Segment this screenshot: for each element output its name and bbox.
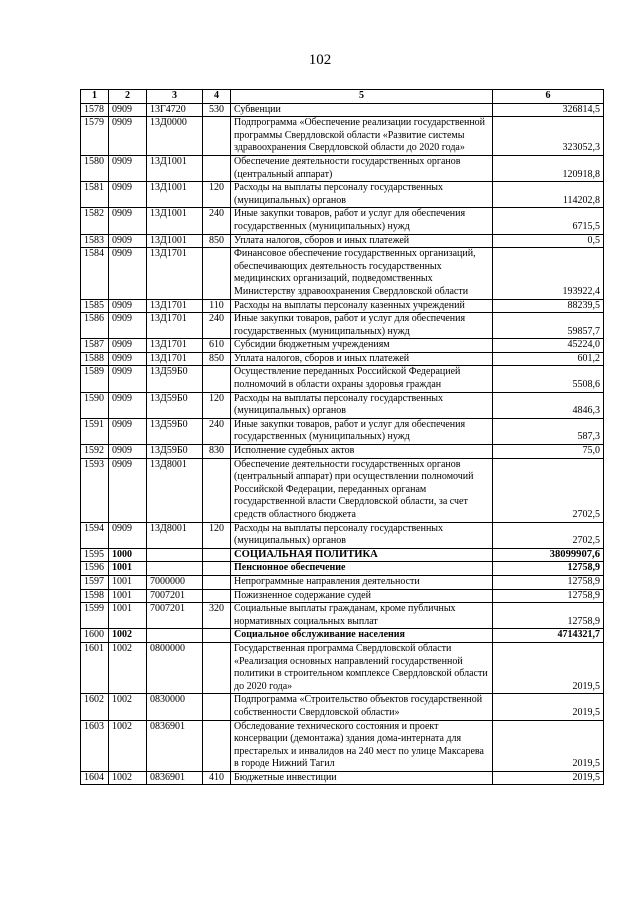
table-row	[81, 352, 604, 366]
row-number-cell: 1603	[81, 720, 109, 771]
row-number-cell: 1587	[81, 339, 109, 353]
amount-cell: 5508,6	[493, 366, 604, 392]
row-number-cell: 1589	[81, 366, 109, 392]
target-code-cell: 13Д1001	[147, 208, 203, 234]
target-code-cell: 13Д1001	[147, 155, 203, 181]
item-name-cell: Субвенции	[231, 103, 493, 117]
target-code-cell: 13Г4720	[147, 103, 203, 117]
table-row	[81, 339, 604, 353]
section-code-cell: 0909	[109, 352, 147, 366]
expense-type-cell	[203, 575, 231, 589]
table-row	[81, 575, 604, 589]
expense-type-cell: 850	[203, 352, 231, 366]
amount-cell: 38099907,6	[493, 548, 604, 562]
row-number-cell: 1600	[81, 629, 109, 643]
row-number-cell: 1594	[81, 522, 109, 548]
amount-cell: 2019,5	[493, 694, 604, 720]
amount-cell: 12758,9	[493, 603, 604, 629]
section-code-cell: 0909	[109, 299, 147, 313]
item-name-cell: Социальные выплаты гражданам, кроме публичных нормативных социальных выплат	[231, 603, 493, 629]
expense-type-cell	[203, 458, 231, 522]
section-code-cell: 1001	[109, 603, 147, 629]
row-number-cell: 1597	[81, 575, 109, 589]
table-row	[81, 313, 604, 339]
expense-type-cell: 530	[203, 103, 231, 117]
item-name-cell: Финансовое обеспечение государственных организаций, обеспечивающих деятельность государственных медицинских организаций, подведомственных Министерству здравоохранения Свердловской области	[231, 248, 493, 299]
expense-type-cell: 320	[203, 603, 231, 629]
section-code-cell: 0909	[109, 339, 147, 353]
item-name-cell: Иные закупки товаров, работ и услуг для обеспечения государственных (муниципальных) нужд	[231, 313, 493, 339]
target-code-cell: 13Д0000	[147, 117, 203, 156]
amount-cell: 0,5	[493, 234, 604, 248]
row-number-cell: 1592	[81, 445, 109, 459]
header-col-4: 4	[203, 90, 231, 104]
section-code-cell: 1002	[109, 771, 147, 785]
item-name-cell: Уплата налогов, сборов и иных платежей	[231, 234, 493, 248]
target-code-cell: 7000000	[147, 575, 203, 589]
row-number-cell: 1579	[81, 117, 109, 156]
row-number-cell: 1586	[81, 313, 109, 339]
item-name-cell: Обеспечение деятельности государственных органов (центральный аппарат) при осуществлении полномочий Российской Федерации, переданных органам государственной власти Свердловской области, за счет средств областного бюджета	[231, 458, 493, 522]
section-code-cell: 1002	[109, 694, 147, 720]
amount-cell: 120918,8	[493, 155, 604, 181]
target-code-cell: 13Д59Б0	[147, 418, 203, 444]
header-col-2: 2	[109, 90, 147, 104]
item-name-cell: Иные закупки товаров, работ и услуг для обеспечения государственных (муниципальных) нужд	[231, 208, 493, 234]
amount-cell: 4846,3	[493, 392, 604, 418]
target-code-cell	[147, 548, 203, 562]
table-row	[81, 720, 604, 771]
expense-type-cell	[203, 589, 231, 603]
table-row	[81, 208, 604, 234]
amount-cell: 2702,5	[493, 522, 604, 548]
section-code-cell: 1001	[109, 575, 147, 589]
table-body	[81, 103, 604, 785]
section-code-cell: 0909	[109, 103, 147, 117]
target-code-cell: 13Д1701	[147, 339, 203, 353]
row-number-cell: 1584	[81, 248, 109, 299]
section-code-cell: 0909	[109, 458, 147, 522]
expense-type-cell	[203, 629, 231, 643]
section-code-cell: 1002	[109, 629, 147, 643]
expense-type-cell	[203, 155, 231, 181]
item-name-cell: Пожизненное содержание судей	[231, 589, 493, 603]
row-number-cell: 1585	[81, 299, 109, 313]
table-row	[81, 603, 604, 629]
item-name-cell: Бюджетные инвестиции	[231, 771, 493, 785]
row-number-cell: 1590	[81, 392, 109, 418]
expense-type-cell: 120	[203, 392, 231, 418]
target-code-cell: 13Д1701	[147, 248, 203, 299]
row-number-cell: 1599	[81, 603, 109, 629]
table-header-row	[81, 90, 604, 104]
section-code-cell: 1000	[109, 548, 147, 562]
target-code-cell: 13Д8001	[147, 522, 203, 548]
target-code-cell: 13Д1701	[147, 352, 203, 366]
table-row	[81, 562, 604, 576]
expense-type-cell: 410	[203, 771, 231, 785]
amount-cell: 2019,5	[493, 771, 604, 785]
amount-cell: 2702,5	[493, 458, 604, 522]
amount-cell: 326814,5	[493, 103, 604, 117]
expense-type-cell: 110	[203, 299, 231, 313]
amount-cell: 45224,0	[493, 339, 604, 353]
amount-cell: 88239,5	[493, 299, 604, 313]
row-number-cell: 1596	[81, 562, 109, 576]
expense-type-cell	[203, 720, 231, 771]
item-name-cell: Осуществление переданных Российской Федерацией полномочий в области охраны здоровья граждан	[231, 366, 493, 392]
item-name-cell: Расходы на выплаты персоналу государственных (муниципальных) органов	[231, 522, 493, 548]
header-col-3: 3	[147, 90, 203, 104]
amount-cell: 75,0	[493, 445, 604, 459]
row-number-cell: 1601	[81, 642, 109, 693]
item-name-cell: Расходы на выплаты персоналу государственных (муниципальных) органов	[231, 182, 493, 208]
target-code-cell	[147, 629, 203, 643]
section-code-cell: 0909	[109, 392, 147, 418]
item-name-cell: Расходы на выплаты персоналу казенных учреждений	[231, 299, 493, 313]
expense-type-cell: 240	[203, 313, 231, 339]
expense-type-cell	[203, 642, 231, 693]
expense-type-cell: 830	[203, 445, 231, 459]
section-code-cell: 0909	[109, 366, 147, 392]
table-row	[81, 248, 604, 299]
table-row	[81, 103, 604, 117]
item-name-cell: Уплата налогов, сборов и иных платежей	[231, 352, 493, 366]
section-code-cell: 1001	[109, 589, 147, 603]
target-code-cell: 13Д1701	[147, 299, 203, 313]
section-code-cell: 0909	[109, 313, 147, 339]
amount-cell: 59857,7	[493, 313, 604, 339]
page-number: 102	[308, 52, 332, 68]
item-name-cell: Пенсионное обеспечение	[231, 562, 493, 576]
item-name-cell: Исполнение судебных актов	[231, 445, 493, 459]
amount-cell: 2019,5	[493, 720, 604, 771]
item-name-cell: Социальное обслуживание населения	[231, 629, 493, 643]
target-code-cell	[147, 562, 203, 576]
target-code-cell: 0836901	[147, 720, 203, 771]
section-code-cell: 0909	[109, 155, 147, 181]
section-code-cell: 1002	[109, 720, 147, 771]
row-number-cell: 1604	[81, 771, 109, 785]
section-code-cell: 0909	[109, 418, 147, 444]
row-number-cell: 1595	[81, 548, 109, 562]
expense-type-cell: 240	[203, 418, 231, 444]
table-row	[81, 629, 604, 643]
expense-type-cell: 610	[203, 339, 231, 353]
expense-type-cell	[203, 548, 231, 562]
item-name-cell: Обеспечение деятельности государственных органов (центральный аппарат)	[231, 155, 493, 181]
target-code-cell: 7007201	[147, 603, 203, 629]
table-row	[81, 771, 604, 785]
item-name-cell: Государственная программа Свердловской области «Реализация основных направлений государственной политики в строительном комплексе Свердловской области до 2020 года»	[231, 642, 493, 693]
expense-type-cell: 240	[203, 208, 231, 234]
table-row	[81, 155, 604, 181]
item-name-cell: Расходы на выплаты персоналу государственных (муниципальных) органов	[231, 392, 493, 418]
item-name-cell: Иные закупки товаров, работ и услуг для обеспечения государственных (муниципальных) нужд	[231, 418, 493, 444]
table-row	[81, 642, 604, 693]
table-row	[81, 182, 604, 208]
row-number-cell: 1602	[81, 694, 109, 720]
section-code-cell: 0909	[109, 117, 147, 156]
table-row	[81, 234, 604, 248]
section-code-cell: 0909	[109, 182, 147, 208]
target-code-cell: 7007201	[147, 589, 203, 603]
table-row	[81, 548, 604, 562]
row-number-cell: 1580	[81, 155, 109, 181]
target-code-cell: 0830000	[147, 694, 203, 720]
section-code-cell: 0909	[109, 248, 147, 299]
table-row	[81, 694, 604, 720]
amount-cell: 12758,9	[493, 575, 604, 589]
table-row	[81, 392, 604, 418]
item-name-cell: Непрограммные направления деятельности	[231, 575, 493, 589]
amount-cell: 114202,8	[493, 182, 604, 208]
amount-cell: 587,3	[493, 418, 604, 444]
amount-cell: 323052,3	[493, 117, 604, 156]
amount-cell: 4714321,7	[493, 629, 604, 643]
expense-type-cell	[203, 117, 231, 156]
section-code-cell: 0909	[109, 208, 147, 234]
target-code-cell: 0836901	[147, 771, 203, 785]
table-row	[81, 117, 604, 156]
budget-table	[80, 89, 604, 785]
item-name-cell: СОЦИАЛЬНАЯ ПОЛИТИКА	[231, 548, 493, 562]
item-name-cell: Подпрограмма «Строительство объектов государственной собственности Свердловской области»	[231, 694, 493, 720]
table-row	[81, 418, 604, 444]
section-code-cell: 0909	[109, 234, 147, 248]
target-code-cell: 0800000	[147, 642, 203, 693]
expense-type-cell	[203, 694, 231, 720]
header-col-5: 5	[231, 90, 493, 104]
section-code-cell: 1001	[109, 562, 147, 576]
target-code-cell: 13Д8001	[147, 458, 203, 522]
header-col-1: 1	[81, 90, 109, 104]
table-row	[81, 299, 604, 313]
amount-cell: 193922,4	[493, 248, 604, 299]
section-code-cell: 0909	[109, 522, 147, 548]
row-number-cell: 1578	[81, 103, 109, 117]
table-row	[81, 366, 604, 392]
row-number-cell: 1582	[81, 208, 109, 234]
table-row	[81, 458, 604, 522]
row-number-cell: 1583	[81, 234, 109, 248]
section-code-cell: 1002	[109, 642, 147, 693]
table-row	[81, 522, 604, 548]
amount-cell: 12758,9	[493, 589, 604, 603]
item-name-cell: Субсидии бюджетным учреждениям	[231, 339, 493, 353]
target-code-cell: 13Д59Б0	[147, 392, 203, 418]
amount-cell: 2019,5	[493, 642, 604, 693]
target-code-cell: 13Д1001	[147, 182, 203, 208]
expense-type-cell: 120	[203, 522, 231, 548]
row-number-cell: 1593	[81, 458, 109, 522]
expense-type-cell: 850	[203, 234, 231, 248]
header-col-6: 6	[493, 90, 604, 104]
row-number-cell: 1581	[81, 182, 109, 208]
row-number-cell: 1591	[81, 418, 109, 444]
target-code-cell: 13Д1001	[147, 234, 203, 248]
row-number-cell: 1588	[81, 352, 109, 366]
item-name-cell: Обследование технического состояния и проект консервации (демонтажа) здания дома-интерната для престарелых и инвалидов на 240 мест по улице Максарева в городе Нижний Тагил	[231, 720, 493, 771]
expense-type-cell	[203, 248, 231, 299]
amount-cell: 12758,9	[493, 562, 604, 576]
amount-cell: 601,2	[493, 352, 604, 366]
row-number-cell: 1598	[81, 589, 109, 603]
table-row	[81, 445, 604, 459]
expense-type-cell	[203, 366, 231, 392]
expense-type-cell	[203, 562, 231, 576]
item-name-cell: Подпрограмма «Обеспечение реализации государственной программы Свердловской области «Развитие системы здравоохранения Свердловской области до 2020 года»	[231, 117, 493, 156]
target-code-cell: 13Д1701	[147, 313, 203, 339]
section-code-cell: 0909	[109, 445, 147, 459]
amount-cell: 6715,5	[493, 208, 604, 234]
table-row	[81, 589, 604, 603]
target-code-cell: 13Д59Б0	[147, 366, 203, 392]
expense-type-cell: 120	[203, 182, 231, 208]
target-code-cell: 13Д59Б0	[147, 445, 203, 459]
